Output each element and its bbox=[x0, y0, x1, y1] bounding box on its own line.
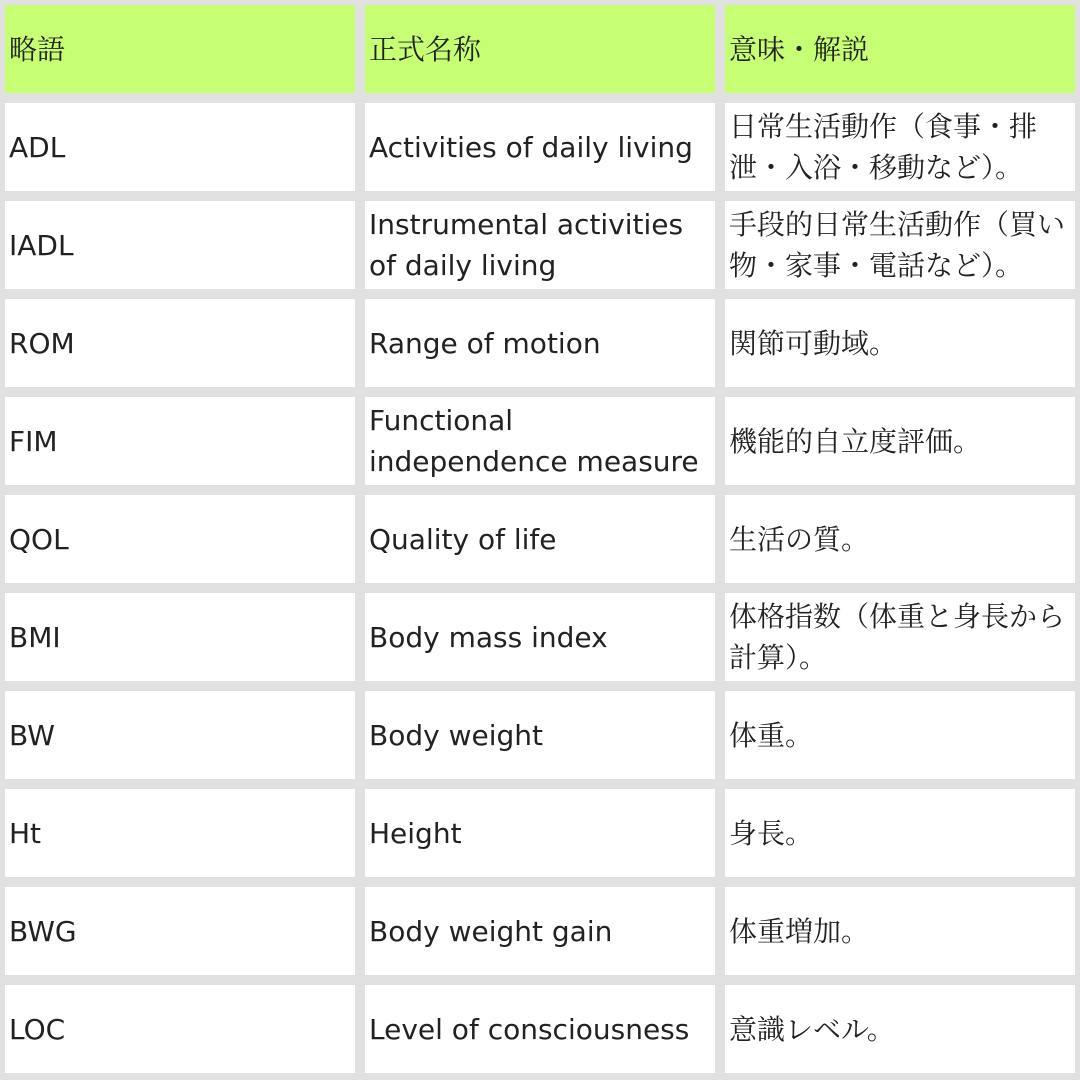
table-cell-meaning bbox=[725, 985, 1075, 1073]
table-cell-full-name bbox=[365, 201, 715, 289]
abbr-text: BWG bbox=[9, 914, 77, 948]
table-cell-abbr bbox=[5, 593, 355, 681]
table-cell-meaning bbox=[725, 201, 1075, 289]
table-cell-meaning bbox=[725, 103, 1075, 191]
table-cell-abbr bbox=[5, 103, 355, 191]
abbr-text: LOC bbox=[9, 1012, 66, 1046]
abbr-text: Ht bbox=[9, 816, 42, 850]
table-cell-abbr bbox=[5, 397, 355, 485]
abbr-text: BW bbox=[9, 718, 55, 752]
header-meaning-label: 意味・解説 bbox=[729, 32, 870, 66]
table-cell-meaning bbox=[725, 397, 1075, 485]
meaning-text: 機能的自立度評価。 bbox=[729, 424, 982, 458]
abbr-text: ADL bbox=[9, 130, 66, 164]
table-cell-meaning bbox=[725, 495, 1075, 583]
full-name-text: Height bbox=[369, 816, 462, 850]
table-cell-full-name bbox=[365, 397, 715, 485]
meaning-text: 体格指数（体重と身長から計算）。 bbox=[729, 600, 1066, 674]
table-cell-abbr bbox=[5, 789, 355, 877]
table-cell-meaning bbox=[725, 691, 1075, 779]
table-cell-meaning bbox=[725, 299, 1075, 387]
meaning-text: 体重増加。 bbox=[729, 914, 870, 948]
header-abbr-label: 略語 bbox=[9, 32, 66, 66]
header-full-name bbox=[365, 5, 715, 93]
table-cell-abbr bbox=[5, 201, 355, 289]
table-cell-abbr bbox=[5, 495, 355, 583]
abbr-text: ROM bbox=[9, 326, 75, 360]
meaning-text: 身長。 bbox=[729, 816, 814, 850]
full-name-text: Functional independence measure bbox=[369, 404, 699, 478]
table-cell-abbr bbox=[5, 887, 355, 975]
table-cell-full-name bbox=[365, 691, 715, 779]
header-full-name-label: 正式名称 bbox=[369, 32, 482, 66]
table-cell-full-name bbox=[365, 887, 715, 975]
meaning-text: 日常生活動作（食事・排泄・入浴・移動など）。 bbox=[729, 110, 1038, 184]
full-name-text: Body mass index bbox=[369, 620, 608, 654]
table-cell-full-name bbox=[365, 299, 715, 387]
meaning-text: 手段的日常生活動作（買い物・家事・電話など）。 bbox=[729, 208, 1066, 282]
full-name-text: Quality of life bbox=[369, 522, 557, 556]
abbr-text: FIM bbox=[9, 424, 58, 458]
meaning-text: 関節可動域。 bbox=[729, 326, 898, 360]
header-abbr bbox=[5, 5, 355, 93]
full-name-text: Body weight bbox=[369, 718, 543, 752]
table-cell-abbr bbox=[5, 985, 355, 1073]
table-cell-abbr bbox=[5, 299, 355, 387]
table-cell-full-name bbox=[365, 103, 715, 191]
full-name-text: Instrumental activities of daily living bbox=[369, 208, 684, 282]
full-name-text: Activities of daily living bbox=[369, 130, 693, 164]
abbr-text: IADL bbox=[9, 228, 74, 262]
full-name-text: Range of motion bbox=[369, 326, 601, 360]
table-cell-meaning bbox=[725, 887, 1075, 975]
full-name-text: Body weight gain bbox=[369, 914, 613, 948]
table-cell-full-name bbox=[365, 985, 715, 1073]
meaning-text: 体重。 bbox=[729, 718, 814, 752]
table-cell-full-name bbox=[365, 593, 715, 681]
table-cell-abbr bbox=[5, 691, 355, 779]
table-cell-full-name bbox=[365, 789, 715, 877]
table-cell-full-name bbox=[365, 495, 715, 583]
header-meaning bbox=[725, 5, 1075, 93]
abbr-text: QOL bbox=[9, 522, 69, 556]
abbr-text: BMI bbox=[9, 620, 61, 654]
meaning-text: 生活の質。 bbox=[729, 522, 870, 556]
full-name-text: Level of consciousness bbox=[369, 1012, 690, 1046]
table-cell-meaning bbox=[725, 789, 1075, 877]
table-cell-meaning bbox=[725, 593, 1075, 681]
meaning-text: 意識レベル。 bbox=[729, 1012, 895, 1046]
